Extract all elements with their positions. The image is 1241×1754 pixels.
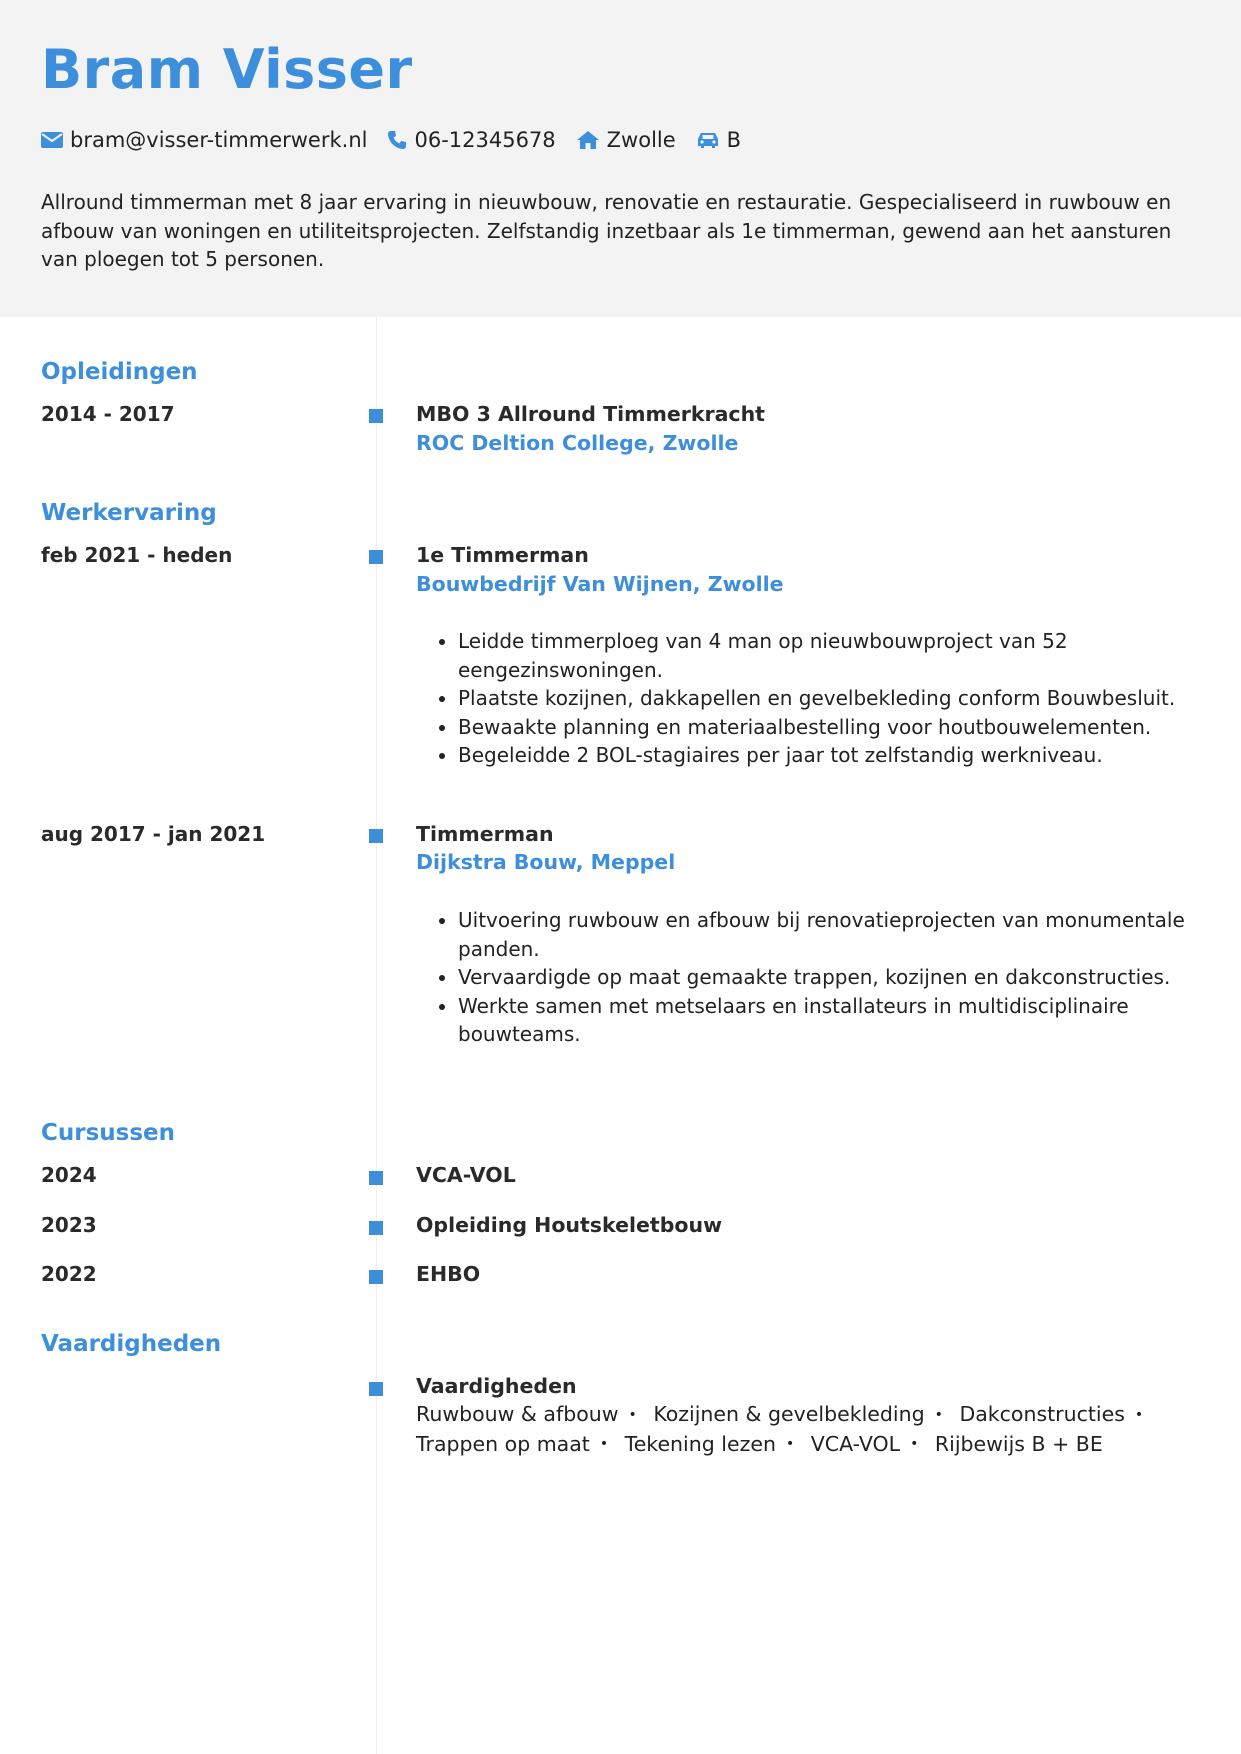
timeline-marker bbox=[369, 1171, 383, 1185]
timeline-marker bbox=[369, 550, 383, 564]
list-item: • Uitvoering ruwbouw en afbouw bij renovatieprojecten van monumentale panden. bbox=[458, 906, 1241, 963]
email-text[interactable]: bram@visser-timmerwerk.nl bbox=[70, 128, 368, 152]
experience-bullets bbox=[416, 906, 1241, 1049]
section-title-education: Opleidingen bbox=[41, 359, 198, 385]
education-date: 2014 - 2017 bbox=[41, 402, 175, 426]
timeline-marker bbox=[369, 829, 383, 843]
timeline-marker bbox=[369, 1270, 383, 1284]
skills-title: Vaardigheden bbox=[416, 1374, 577, 1398]
section-title-experience: Werkervaring bbox=[41, 500, 217, 526]
course-title: EHBO bbox=[416, 1262, 481, 1286]
profile-summary: Allround timmerman met 8 jaar ervaring in nieuwbouw, renovatie en restauratie. Gespecialiseerd in ruwbouw en afbouw van woningen en utiliteitsprojecten. Zelfstandig inzetbaar als 1e timmerman, gewend aan het aansturen van ploegen tot 5 personen. bbox=[41, 190, 1172, 271]
city-text: Zwolle bbox=[606, 128, 676, 152]
experience-bullets bbox=[416, 627, 1241, 770]
section-title-courses: Cursussen bbox=[41, 1120, 176, 1146]
list-item: • Leidde timmerploeg van 4 man op nieuwbouwproject van 52 eengezinswoningen. bbox=[458, 627, 1241, 684]
skill-separator: • bbox=[599, 1436, 609, 1452]
list-item: • Bewaakte planning en materiaalbestelling voor houtbouwelementen. bbox=[458, 713, 1241, 742]
skill-separator: • bbox=[910, 1436, 919, 1452]
education-school: ROC Deltion College, Zwolle bbox=[416, 431, 739, 455]
list-item: • Werkte samen met metselaars en installateurs in multidisciplinaire bouwteams. bbox=[458, 992, 1241, 1049]
course-title: Opleiding Houtskeletbouw bbox=[416, 1213, 723, 1237]
skill-item: Ruwbouw & afbouw bbox=[416, 1402, 619, 1426]
car-icon bbox=[696, 131, 720, 149]
experience-title: Timmerman bbox=[416, 822, 554, 846]
course-date: 2023 bbox=[41, 1213, 97, 1237]
experience-company: Dijkstra Bouw, Meppel bbox=[416, 850, 676, 874]
skill-separator: • bbox=[1134, 1406, 1144, 1423]
list-item: • Plaatste kozijnen, dakkapellen en gevelbekleding conform Bouwbesluit. bbox=[458, 684, 1241, 713]
contact-email bbox=[41, 128, 367, 152]
course-date: 2024 bbox=[41, 1163, 97, 1187]
timeline-marker bbox=[369, 1382, 383, 1396]
phone-icon bbox=[387, 130, 407, 150]
course-date: 2022 bbox=[41, 1262, 97, 1286]
experience-date: aug 2017 - jan 2021 bbox=[41, 822, 266, 846]
timeline-marker bbox=[369, 409, 383, 423]
skill-item: Dakconstructies bbox=[959, 1402, 1125, 1426]
education-title: MBO 3 Allround Timmerkracht bbox=[416, 402, 765, 426]
skill-item: Tekening lezen bbox=[624, 1431, 776, 1456]
header bbox=[0, 0, 1241, 317]
skill-item: VCA-VOL bbox=[810, 1431, 901, 1456]
skill-separator: • bbox=[934, 1406, 943, 1423]
skills-list bbox=[416, 1400, 1206, 1459]
contact-phone bbox=[387, 128, 555, 152]
course-title: VCA-VOL bbox=[416, 1163, 516, 1187]
home-icon bbox=[576, 130, 600, 150]
experience-title: 1e Timmerman bbox=[416, 543, 589, 567]
experience-date: feb 2021 - heden bbox=[41, 543, 233, 567]
envelope-icon bbox=[41, 132, 63, 148]
contact-city bbox=[576, 128, 676, 152]
contact-bar bbox=[41, 128, 761, 152]
skill-item: Rijbewijs B + BE bbox=[934, 1431, 1103, 1456]
skill-item: Kozijnen & gevelbekleding bbox=[653, 1402, 925, 1426]
phone-text[interactable]: 06-12345678 bbox=[414, 128, 556, 152]
timeline-divider bbox=[376, 317, 377, 1754]
skill-item: Trappen op maat bbox=[416, 1431, 590, 1456]
contact-license bbox=[696, 128, 741, 152]
list-item: • Vervaardigde op maat gemaakte trappen, kozijnen en dakconstructies. bbox=[458, 963, 1241, 992]
section-title-skills: Vaardigheden bbox=[41, 1331, 222, 1357]
timeline-marker bbox=[369, 1221, 383, 1235]
skill-separator: • bbox=[785, 1436, 795, 1452]
list-item: • Begeleidde 2 BOL-stagiaires per jaar tot zelfstandig werkniveau. bbox=[458, 741, 1241, 770]
experience-company: Bouwbedrijf Van Wijnen, Zwolle bbox=[416, 572, 784, 596]
skill-separator: • bbox=[628, 1406, 637, 1423]
license-text: B bbox=[726, 128, 742, 152]
candidate-name: Bram Visser bbox=[41, 38, 413, 101]
